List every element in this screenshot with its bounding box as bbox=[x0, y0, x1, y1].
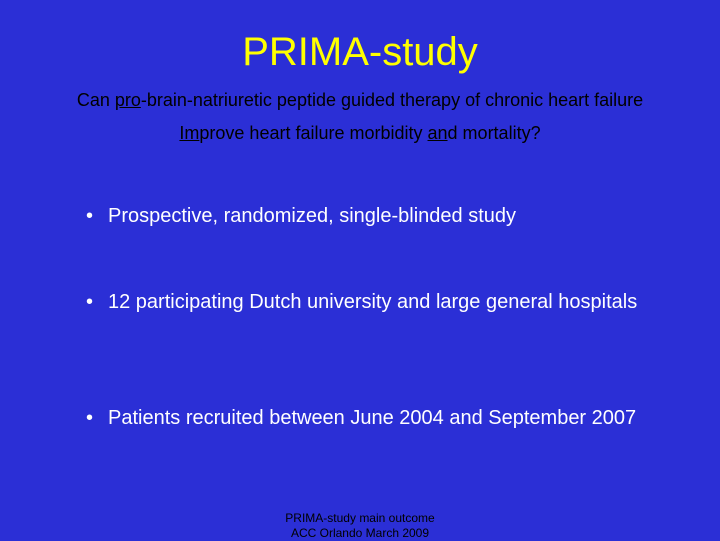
subtitle-line-1 bbox=[0, 89, 720, 111]
subtitle-line-1-post: -brain-natriuretic peptide guided therapy of chronic heart failure bbox=[140, 90, 644, 110]
subtitle-line-2-underlined-2: an bbox=[427, 123, 448, 143]
subtitle-line-1-underlined: pro bbox=[114, 90, 141, 110]
subtitle-line-1-pre: Can bbox=[76, 90, 115, 110]
bullet-text: 12 participating Dutch university and large general hospitals bbox=[108, 291, 638, 313]
subtitle-line-2-mid: prove heart failure morbidity bbox=[199, 123, 428, 143]
subtitle-line-2 bbox=[0, 122, 720, 144]
bullet-dot-icon: • bbox=[86, 205, 94, 227]
bullet-text: Patients recruited between June 2004 and September 2007 bbox=[108, 407, 637, 429]
subtitle-line-2-underlined-1: Im bbox=[179, 123, 200, 143]
bullet-dot-icon: • bbox=[86, 407, 94, 429]
subtitle-line-2-post: d mortality? bbox=[447, 123, 541, 143]
bullet-text: Prospective, randomized, single-blinded study bbox=[108, 205, 516, 227]
footer-line-1: PRIMA-study main outcome bbox=[285, 511, 435, 525]
footer-line-2: ACC Orlando March 2009 bbox=[290, 526, 430, 540]
bullet-dot-icon: • bbox=[86, 291, 94, 313]
slide-title: PRIMA-study bbox=[242, 30, 478, 74]
